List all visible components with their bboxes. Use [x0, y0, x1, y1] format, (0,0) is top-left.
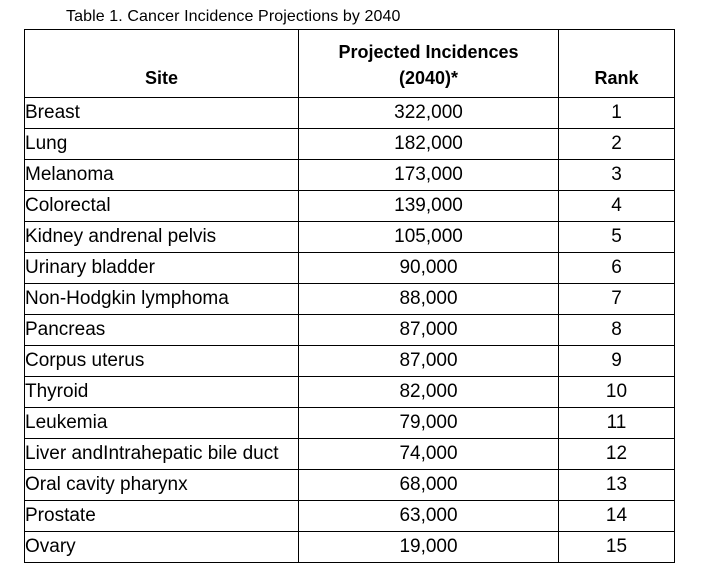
- cell-site: Urinary bladder: [25, 253, 299, 284]
- table-row: [25, 408, 675, 439]
- table-row: [25, 222, 675, 253]
- cell-incidences: 68,000: [299, 470, 559, 501]
- cell-rank: 6: [559, 253, 675, 284]
- table-row: [25, 501, 675, 532]
- cell-site: Liver andIntrahepatic bile duct: [25, 439, 299, 470]
- table-row: [25, 253, 675, 284]
- cell-incidences: 74,000: [299, 439, 559, 470]
- cell-rank: 13: [559, 470, 675, 501]
- table-row: [25, 191, 675, 222]
- cell-incidences: 173,000: [299, 160, 559, 191]
- cell-site: Corpus uterus: [25, 346, 299, 377]
- cell-rank: 8: [559, 315, 675, 346]
- cell-incidences: 90,000: [299, 253, 559, 284]
- cell-rank: 14: [559, 501, 675, 532]
- column-header-incidence-line2: (2040)*: [398, 68, 459, 88]
- cell-site: Ovary: [25, 532, 299, 563]
- cell-site: Non-Hodgkin lymphoma: [25, 284, 299, 315]
- cell-incidences: 182,000: [299, 129, 559, 160]
- cell-incidences: 63,000: [299, 501, 559, 532]
- cell-incidences: 139,000: [299, 191, 559, 222]
- cell-site: Lung: [25, 129, 299, 160]
- cell-rank: 3: [559, 160, 675, 191]
- table-caption: Table 1. Cancer Incidence Projections by 2040: [66, 8, 401, 25]
- cell-rank: 11: [559, 408, 675, 439]
- cell-rank: 2: [559, 129, 675, 160]
- cell-site: Kidney andrenal pelvis: [25, 222, 299, 253]
- cell-site: Oral cavity pharynx: [25, 470, 299, 501]
- cell-rank: 9: [559, 346, 675, 377]
- cell-site: Breast: [25, 98, 299, 129]
- column-header-incidence-line1: Projected Incidences: [338, 42, 519, 62]
- cell-rank: 5: [559, 222, 675, 253]
- cell-rank: 7: [559, 284, 675, 315]
- table-row: [25, 470, 675, 501]
- cell-incidences: 88,000: [299, 284, 559, 315]
- cell-site: Leukemia: [25, 408, 299, 439]
- cell-rank: 15: [559, 532, 675, 563]
- column-header-rank: Rank: [559, 30, 675, 98]
- table-row: [25, 377, 675, 408]
- cell-incidences: 19,000: [299, 532, 559, 563]
- table-body: [25, 98, 675, 563]
- table-row: [25, 98, 675, 129]
- cell-rank: 10: [559, 377, 675, 408]
- cell-site: Pancreas: [25, 315, 299, 346]
- cell-rank: 1: [559, 98, 675, 129]
- table-header-row: [25, 30, 675, 98]
- cell-rank: 12: [559, 439, 675, 470]
- table-row: [25, 160, 675, 191]
- cell-site: Melanoma: [25, 160, 299, 191]
- cell-incidences: 322,000: [299, 98, 559, 129]
- cell-incidences: 82,000: [299, 377, 559, 408]
- cell-site: Thyroid: [25, 377, 299, 408]
- table-row: [25, 532, 675, 563]
- cell-rank: 4: [559, 191, 675, 222]
- table-row: [25, 129, 675, 160]
- cell-incidences: 87,000: [299, 315, 559, 346]
- table-row: [25, 346, 675, 377]
- table-row: [25, 284, 675, 315]
- cell-incidences: 87,000: [299, 346, 559, 377]
- cancer-incidence-table: [24, 29, 675, 563]
- table-row: [25, 315, 675, 346]
- cell-site: Prostate: [25, 501, 299, 532]
- cell-incidences: 105,000: [299, 222, 559, 253]
- table-row: [25, 439, 675, 470]
- column-header-projected-incidences: [299, 30, 559, 98]
- cell-site: Colorectal: [25, 191, 299, 222]
- column-header-site: Site: [25, 30, 299, 98]
- cell-incidences: 79,000: [299, 408, 559, 439]
